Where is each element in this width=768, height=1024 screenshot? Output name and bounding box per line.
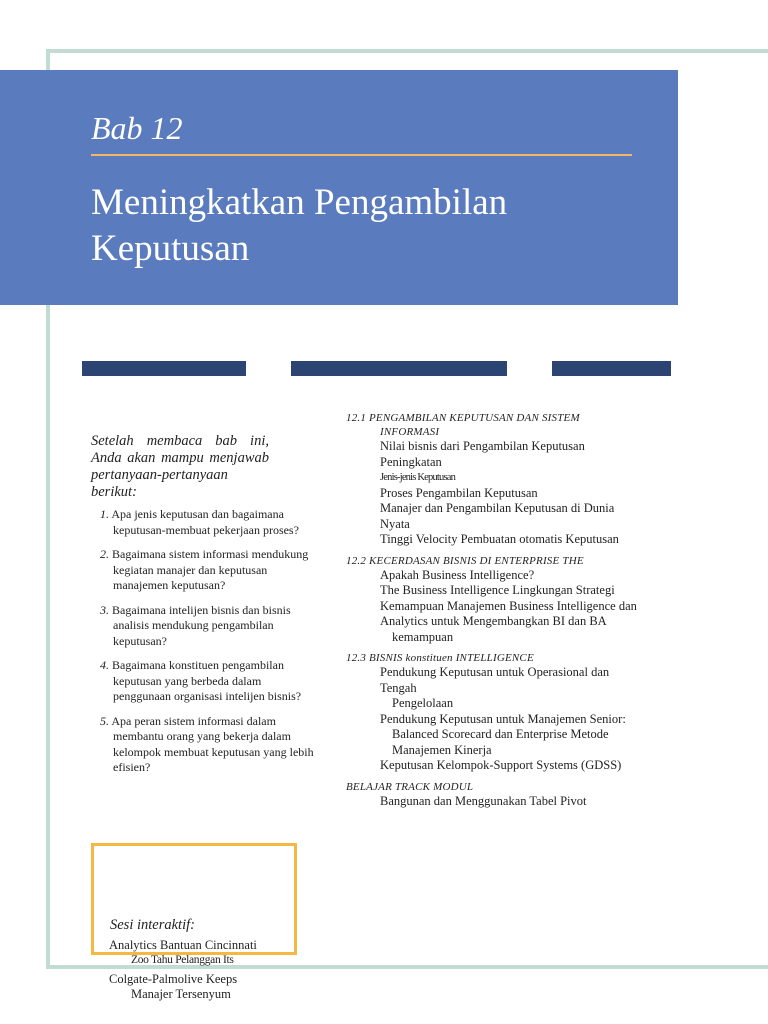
- toc-heading-line2: INFORMASI: [380, 426, 440, 438]
- interactive-session-title: Sesi interaktif:: [110, 917, 195, 933]
- question-item: [90, 714, 315, 776]
- toc-item: Tinggi Velocity Pembuatan otomatis Keputusan: [380, 532, 619, 546]
- toc-item: Nyata: [380, 516, 410, 531]
- question-number: 5.: [100, 713, 109, 728]
- chapter-title: [91, 180, 651, 272]
- toc-item: Manajer dan Pengambilan Keputusan di Dunia: [380, 501, 615, 515]
- session-line2: Manajer Tersenyum: [131, 987, 231, 1001]
- question-text: Bagaimana konstituen pengambilan keputusan yang berbeda dalam penggunaan organisasi intelijen bisnis?: [112, 658, 302, 703]
- toc-item: Apakah Business Intelligence?: [380, 567, 535, 582]
- question-text: Bagaimana sistem informasi mendukung kegiatan manajer dan keputusan manajemen keputusan?: [112, 547, 309, 592]
- toc-item: Pendukung Keputusan untuk Operasional dan: [380, 665, 610, 679]
- toc-item-list: [346, 665, 664, 774]
- toc-item-list: [346, 439, 664, 548]
- toc-item: Proses Pengambilan Keputusan: [380, 485, 538, 500]
- toc-item: Jenis-jenis Keputusan: [380, 472, 456, 483]
- toc-section-heading: 12.3 BISNIS konstituen INTELLIGENCE: [346, 652, 534, 664]
- decor-bar-middle: [291, 361, 507, 376]
- question-text: Bagaimana intelijen bisnis dan bisnis analisis mendukung pengambilan keputusan?: [112, 602, 291, 648]
- toc-item: Bangunan dan Menggunakan Tabel Pivot: [380, 793, 587, 808]
- decor-bar-right: [552, 361, 671, 376]
- question-text: Apa peran sistem informasi dalam membantu orang yang bekerja dalam kelompok membuat keputusan yang lebih efisien?: [111, 713, 314, 774]
- question-number: 2.: [100, 547, 109, 561]
- toc-section: [346, 780, 664, 810]
- question-item: [90, 507, 315, 538]
- question-item: [90, 603, 315, 650]
- toc-item: Nilai bisnis dari Pengambilan Keputusan: [380, 439, 585, 453]
- chapter-title-line2: Keputusan: [91, 228, 250, 269]
- interactive-session-item: [109, 972, 329, 1002]
- question-number: 1.: [100, 507, 109, 521]
- decor-bar-left: [82, 361, 246, 376]
- toc-item-list: [346, 568, 664, 646]
- toc-section: [346, 651, 664, 774]
- toc-item-list: [346, 794, 664, 810]
- session-line2: Zoo Tahu Pelanggan Its: [131, 954, 234, 966]
- toc-section: [346, 411, 664, 548]
- intro-text: Setelah membaca bab ini, Anda akan mampu menjawab pertanyaan-pertanyaan berikut:: [91, 433, 269, 500]
- chapter-title-line1: Meningkatkan Pengambilan: [91, 182, 508, 223]
- question-number: 4.: [100, 658, 109, 672]
- session-line1: Colgate-Palmolive Keeps: [109, 972, 238, 986]
- toc-section-heading: [346, 411, 664, 439]
- toc-item: Analytics untuk Mengembangkan BI dan BA: [380, 614, 607, 628]
- toc-item: kemampuan: [392, 629, 454, 644]
- frame-top-line: [46, 49, 768, 53]
- question-list: [90, 507, 315, 785]
- toc-heading-line1: 12.1 PENGAMBILAN KEPUTUSAN DAN SISTEM: [346, 412, 580, 424]
- toc-item: Tengah: [380, 680, 417, 695]
- toc-section: [346, 554, 664, 646]
- question-number: 3.: [100, 602, 109, 617]
- question-text: Apa jenis keputusan dan bagaimana keputusan-membuat pekerjaan proses?: [111, 507, 299, 537]
- session-line1: Analytics Bantuan Cincinnati: [109, 938, 257, 952]
- table-of-contents: [346, 411, 664, 815]
- chapter-rule: [91, 154, 632, 156]
- toc-item: Pendukung Keputusan untuk Manajemen Senior:: [380, 711, 626, 726]
- toc-item: Balanced Scorecard dan Enterprise Metode: [392, 727, 609, 741]
- interactive-session-list: [109, 938, 329, 1006]
- interactive-session-item: [109, 938, 329, 968]
- toc-item: Keputusan Kelompok-Support Systems (GDSS): [380, 758, 622, 772]
- toc-item: Manajemen Kinerja: [392, 742, 492, 757]
- toc-item: Pengelolaan: [392, 696, 454, 710]
- toc-item: Peningkatan: [380, 454, 442, 469]
- question-item: [90, 658, 315, 705]
- question-item: [90, 547, 315, 594]
- chapter-label: Bab 12: [91, 110, 183, 146]
- toc-item: Kemampuan Manajemen Business Intelligence dan: [380, 598, 637, 613]
- toc-item: The Business Intelligence Lingkungan Strategi: [380, 583, 615, 597]
- toc-section-heading: BELAJAR TRACK MODUL: [346, 780, 474, 793]
- toc-section-heading: 12.2 KECERDASAN BISNIS DI ENTERPRISE THE: [346, 554, 584, 567]
